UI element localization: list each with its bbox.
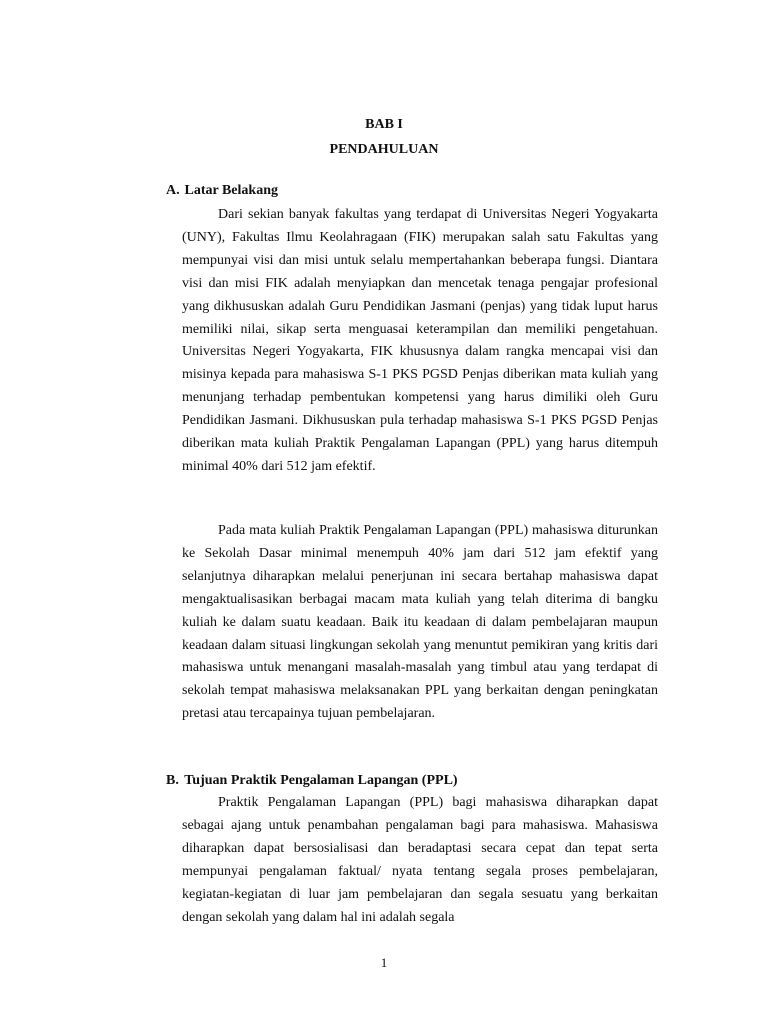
paragraph-b1: Praktik Pengalaman Lapangan (PPL) bagi mahasiswa diharapkan dapat sebagai ajang untuk penambahan pengalaman bagi para mahasiswa. Mahasiswa diharapkan dapat bersosialisasi dan beradaptasi secara cepat dan tepat serta mempunyai pengalaman faktual/ nyata tentang segala proses pembelajaran, kegiatan-kegiatan di luar jam pembelajaran dan segala sesuatu yang berkaitan dengan sekolah yang dalam hal ini adalah segala [182, 795, 658, 925]
section-heading-a [166, 181, 278, 201]
section-letter: A. [166, 183, 180, 198]
chapter-header [0, 112, 768, 162]
page-number: 1 [380, 955, 388, 970]
section-heading-b [166, 771, 458, 791]
chapter-number: BAB I [365, 117, 403, 132]
chapter-title: PENDAHULUAN [329, 142, 439, 157]
paragraph-a2: Pada mata kuliah Praktik Pengalaman Lapangan (PPL) mahasiswa diturunkan ke Sekolah Dasar minimal menempuh 40% jam dari 512 jam efektif yang selanjutnya diharapkan melalui penerjunan ini secara bertahap mahasiswa dapat mengaktualisasikan berbagai macam mata kuliah yang telah diterima di bangku kuliah ke dalam suatu keadaan. Baik itu keadaan di dalam pembelajaran maupun keadaan dalam situasi lingkungan sekolah yang menuntut pemikiran yang kritis dari mahasiswa untuk menangani masalah-masalah yang timbul atau yang terdapat di sekolah tempat mahasiswa melaksanakan PPL yang berkaitan dengan peningkatan pretasi atau tercapainya tujuan pembelajaran. [182, 523, 658, 722]
paragraph-a1: Dari sekian banyak fakultas yang terdapat di Universitas Negeri Yogyakarta (UNY), Fakultas Ilmu Keolahragaan (FIK) merupakan salah satu Fakultas yang mempunyai visi dan misi untuk selalu mempertahankan beberapa fungsi. Diantara visi dan misi FIK adalah menyiapkan dan mencetak tenaga pengajar profesional yang dikhususkan adalah Guru Pendidikan Jasmani (penjas) yang tidak luput harus memiliki nilai, sikap serta menguasai keterampilan dan memiliki pengetahuan. Universitas Negeri Yogyakarta, FIK khususnya dalam rangka mencapai visi dan misinya kepada para mahasiswa S-1 PKS PGSD Penjas diberikan mata kuliah yang menunjang terhadap pembentukan kompetensi yang harus dimiliki oleh Guru Pendidikan Jasmani. Dikhususkan pula terhadap mahasiswa S-1 PKS PGSD Penjas diberikan mata kuliah Praktik Pengalaman Lapangan (PPL) yang harus ditempuh minimal 40% dari 512 jam efektif. [182, 207, 658, 474]
section-title: Tujuan Praktik Pengalaman Lapangan (PPL) [184, 773, 458, 788]
section-letter: B. [166, 773, 179, 788]
section-title: Latar Belakang [184, 183, 278, 198]
